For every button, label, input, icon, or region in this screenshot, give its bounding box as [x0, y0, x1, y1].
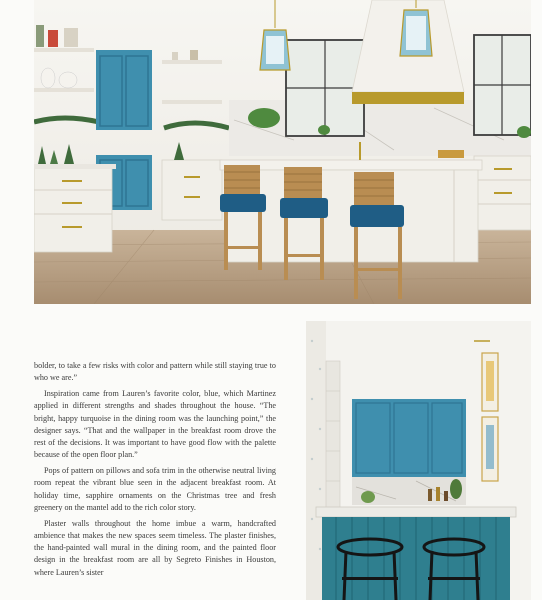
- breakfast-room-photo: [306, 321, 531, 600]
- article-paragraph: Inspiration came from Lauren’s favorite color, blue, which Martinez applied in different strengths and shades throughout the house. “The bright, happy turquoise in the dining room was the launching point,” the designer says. “That and the wallpaper in the breakfast room drove the rest of the decisions. It was important to have good flow with the palette because of the open floor plan.”: [34, 389, 276, 460]
- article-paragraph: Plaster walls throughout the home imbue a warm, handcrafted ambience that makes the new spaces seem timeless. The plaster finishes, the hand-painted wall mural in the dining room, and the painted floor design in the breakfast room are all by Segreto Finishes in Houston, where Lauren’s sister: [34, 518, 276, 577]
- article-paragraph: bolder, to take a few risks with color and pattern while still staying true to who we are.”: [34, 361, 276, 383]
- kitchen-photo: [34, 0, 531, 304]
- article-body: [34, 360, 276, 579]
- article-paragraph: Pops of pattern on pillows and sofa trim in the otherwise neutral living room repeat the vibrant blue seen in the adjacent breakfast room. At holiday time, sapphire ornaments on the Christmas tree and fresh greenery on the mantel add to the rich color story.: [34, 466, 276, 512]
